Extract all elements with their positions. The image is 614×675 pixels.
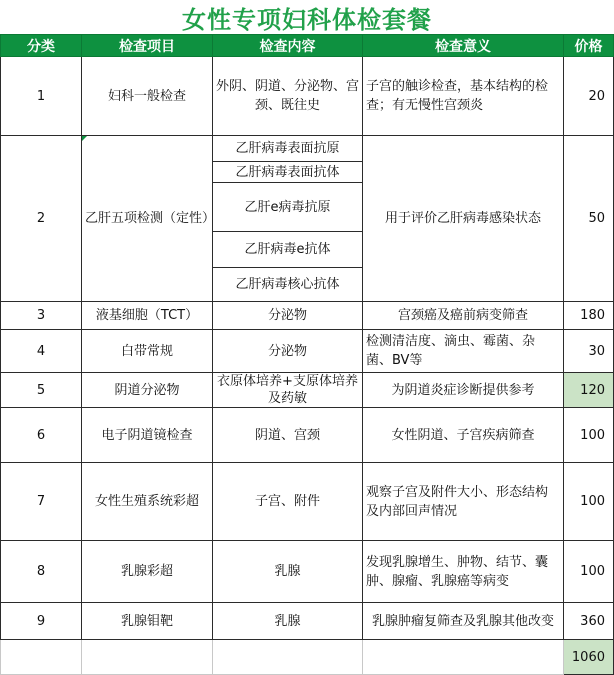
- row-id: 3: [1, 302, 82, 330]
- row-id: 2: [1, 136, 82, 302]
- row-price: 20: [564, 57, 614, 136]
- row-item: 阴道分泌物: [82, 373, 213, 408]
- empty-cell: [363, 640, 564, 675]
- row-content: 乳腺: [213, 541, 363, 603]
- row-price: 100: [564, 463, 614, 541]
- header-item: 检查项目: [82, 35, 213, 57]
- content-subitem: 乙肝病毒e抗体: [213, 232, 362, 268]
- header-row: [1, 35, 614, 57]
- row-price: 50: [564, 136, 614, 302]
- row-meaning: 检测清洁度、滴虫、霉菌、杂菌、BV等: [363, 330, 564, 373]
- empty-cell: [213, 640, 363, 675]
- content-subitem: 乙肝病毒表面抗原: [213, 136, 362, 162]
- row-id: 4: [1, 330, 82, 373]
- table-row: [1, 463, 614, 541]
- table-row: [1, 330, 614, 373]
- row-meaning: 发现乳腺增生、肿物、结节、囊肿、腺瘤、乳腺癌等病变: [363, 541, 564, 603]
- row-id: 7: [1, 463, 82, 541]
- table-row: [1, 541, 614, 603]
- empty-cell: [82, 640, 213, 675]
- header-category: 分类: [1, 35, 82, 57]
- row-content: 衣原体培养+支原体培养及药敏: [213, 373, 363, 408]
- row-price: 100: [564, 408, 614, 463]
- row-item: 白带常规: [82, 330, 213, 373]
- content-subitem: 乙肝病毒核心抗体: [235, 277, 340, 292]
- row-id: 9: [1, 603, 82, 640]
- row-content: 外阴、阴道、分泌物、宫颈、既往史: [213, 57, 363, 136]
- row-item-text: 乙肝五项检测（定性）: [85, 211, 216, 226]
- row-content: 分泌物: [213, 330, 363, 373]
- row-item: [82, 136, 216, 302]
- header-price: 价格: [564, 35, 614, 57]
- row-content: 阴道、宫颈: [213, 408, 363, 463]
- row-id: 6: [1, 408, 82, 463]
- row-item: 电子阴道镜检查: [82, 408, 213, 463]
- row-id: 5: [1, 373, 82, 408]
- total-row: [1, 640, 614, 675]
- row-meaning: 用于评价乙肝病毒感染状态: [363, 136, 564, 302]
- exam-table: [0, 34, 614, 675]
- row-meaning: 宫颈癌及癌前病变筛查: [363, 302, 564, 330]
- row-meaning: 为阴道炎症诊断提供参考: [363, 373, 564, 408]
- row-price: 180: [564, 302, 614, 330]
- comment-marker: [82, 136, 87, 141]
- row-price: 100: [564, 541, 614, 603]
- row-content-list: [213, 136, 363, 302]
- row-item: 妇科一般检查: [82, 57, 213, 136]
- row-content: 分泌物: [213, 302, 363, 330]
- header-content: 检查内容: [213, 35, 363, 57]
- row-content: 子宫、附件: [213, 463, 363, 541]
- row-id: 8: [1, 541, 82, 603]
- row-item: 液基细胞（TCT）: [82, 302, 213, 330]
- row-content: 乳腺: [213, 603, 363, 640]
- row-meaning: 乳腺肿瘤复筛查及乳腺其他改变: [363, 603, 564, 640]
- total-price: 1060: [564, 640, 614, 675]
- table-row: [1, 408, 614, 463]
- content-subitem: 乙肝e病毒抗原: [213, 183, 362, 232]
- table-row: [1, 136, 614, 302]
- row-meaning: 观察子宫及附件大小、形态结构及内部回声情况: [363, 463, 564, 541]
- table-row: [1, 373, 614, 408]
- row-item: 乳腺钼靶: [82, 603, 213, 640]
- empty-cell: [1, 640, 82, 675]
- page-title: 女性专项妇科体检套餐: [182, 5, 432, 34]
- row-meaning: 子宫的触诊检查，基本结构的检查；有无慢性宫颈炎: [363, 57, 564, 136]
- row-item: 女性生殖系统彩超: [82, 463, 213, 541]
- row-price: 120: [564, 373, 614, 408]
- table-row: [1, 302, 614, 330]
- row-item: 乳腺彩超: [82, 541, 213, 603]
- header-meaning: 检查意义: [363, 35, 564, 57]
- row-price: 360: [564, 603, 614, 640]
- row-meaning: 女性阴道、子宫疾病筛查: [363, 408, 564, 463]
- table-row: [1, 57, 614, 136]
- row-id: 1: [1, 57, 82, 136]
- content-subitem: 乙肝病毒表面抗体: [213, 162, 362, 183]
- table-row: [1, 603, 614, 640]
- row-price: 30: [564, 330, 614, 373]
